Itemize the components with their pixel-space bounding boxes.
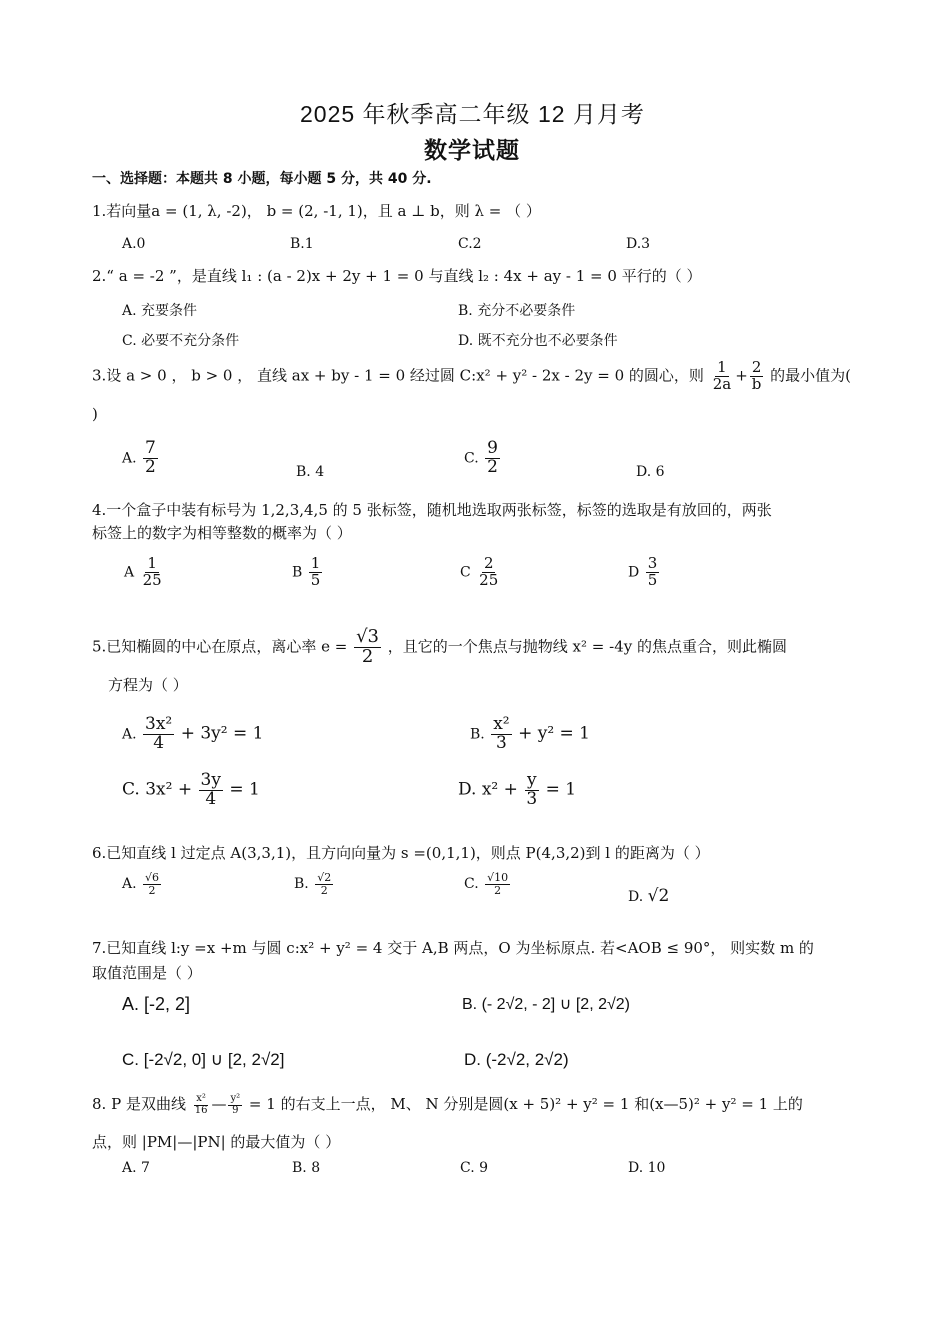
q1-option-a: A.0 xyxy=(122,236,146,252)
q8-option-c: C. 9 xyxy=(460,1160,489,1176)
question-4-line1: 4.一个盒子中装有标号为 1,2,3,4,5 的 5 张标签，随机地选取两张标签，标签的选取是有放回的，两张 xyxy=(92,501,772,519)
q8-option-b: B. 8 xyxy=(292,1160,321,1176)
q7-option-d: D. (-2√2, 2√2) xyxy=(464,1050,569,1069)
q1-option-b: B.1 xyxy=(290,236,314,252)
q5-option-b: B. $\frac{\text{x²}}{3}$ + y² = 1 xyxy=(470,714,590,753)
q3-frac-1: $\frac{1}{2a}$ xyxy=(712,358,732,393)
exam-title: 2025 年秋季高二年级 12 月月考 xyxy=(300,101,645,127)
question-8: 8. P 是双曲线 $\frac{\text{x²}}{16}$ — $\frac{\text{y²}}{9}$ = 1 的右支上一点， M、 N 分别是圆(x + 5)² + y² = 1 和(x—5)² + y² = 1 上的 xyxy=(92,1093,803,1116)
q5-eccentricity: $\frac{√3}{2}$ xyxy=(356,626,379,667)
q2-option-c: C. 必要不充分条件 xyxy=(122,333,240,349)
exam-subtitle: 数学试题 xyxy=(424,138,520,164)
q7-option-b: B. (- 2√2, - 2] ∪ [2, 2√2) xyxy=(462,996,630,1013)
question-7-line1: 7.已知直线 l:y =x +m 与圆 c:x² + y² = 4 交于 A,B 两点，O 为坐标原点. 若<AOB ≤ 90°， 则实数 m 的 xyxy=(92,939,814,957)
q3-text-line2: ) xyxy=(92,405,98,423)
q1-option-c: C.2 xyxy=(458,236,482,252)
q6-option-b: B. $\frac{√2}{2}$ xyxy=(294,871,332,897)
q7-option-c: C. [-2√2, 0] ∪ [2, 2√2] xyxy=(122,1050,285,1069)
question-5-line2: 方程为（ ） xyxy=(108,676,188,694)
question-7-line2: 取值范围是（ ） xyxy=(92,964,202,982)
q5-option-a: A. $\frac{\text{3x²}}{4}$ + 3y² = 1 xyxy=(122,714,264,753)
q8-option-a: A. 7 xyxy=(122,1160,150,1176)
q4-option-c: C $\frac{2}{25}$ xyxy=(460,554,499,589)
q3-text-part1: 3.设 a > 0 ， b > 0 ， 直线 ax + by - 1 = 0 经过圆 C:x² + y² - 2x - 2y = 0 的圆心，则 xyxy=(92,366,704,385)
q3-text-part2: 的最小值为( xyxy=(770,366,852,385)
q6-option-c: C. $\frac{√10}{2}$ xyxy=(464,871,509,897)
q3-option-c: C. $\frac{9}{2}$ xyxy=(464,438,498,477)
question-6: 6.已知直线 l 过定点 A(3,3,1)，且方向向量为 s =(0,1,1)，则点 P(4,3,2)到 l 的距离为（ ） xyxy=(92,844,710,862)
question-5: 5.已知椭圆的中心在原点，离心率 e = $\frac{√3}{2}$ ，且它的一个焦点与抛物线 x² = -4y 的焦点重合，则此椭圆 xyxy=(92,626,787,667)
question-8-line2: 点，则 |PM|—|PN| 的最大值为（ ） xyxy=(92,1133,341,1151)
q3-option-d: D. 6 xyxy=(636,464,665,480)
question-4-line2: 标签上的数字为相等整数的概率为（ ） xyxy=(92,524,352,542)
q3-option-b: B. 4 xyxy=(296,464,325,480)
q8-option-d: D. 10 xyxy=(628,1160,666,1176)
q5-option-d: D. x² + $\frac{y}{3}$ = 1 xyxy=(458,770,577,809)
q3-frac-2: $\frac{2}{b}$ xyxy=(751,358,762,393)
q2-option-b: B. 充分不必要条件 xyxy=(458,303,576,319)
question-3: 3.设 a > 0 ， b > 0 ， 直线 ax + by - 1 = 0 经过圆 C:x² + y² - 2x - 2y = 0 的圆心，则 $\frac{1}{2a}$ + $\frac{2}{b}$ 的最小值为( xyxy=(92,358,852,393)
q6-option-d: D. √2 xyxy=(628,886,670,906)
q2-option-d: D. 既不充分也不必要条件 xyxy=(458,333,618,349)
q4-option-a: A $\frac{1}{25}$ xyxy=(124,554,162,589)
q5-option-c: C. 3x² + $\frac{3y}{4}$ = 1 xyxy=(122,770,260,809)
q4-option-d: D $\frac{3}{5}$ xyxy=(628,554,658,589)
q2-option-a: A. 充要条件 xyxy=(122,303,198,319)
q4-option-b: B $\frac{1}{5}$ xyxy=(292,554,321,589)
q1-option-d: D.3 xyxy=(626,236,651,252)
section-header: 一、选择题：本题共 8 小题，每小题 5 分，共 40 分. xyxy=(92,171,432,187)
question-2: 2.“ a = -2 ”，是直线 l₁ : (a - 2)x + 2y + 1 = 0 与直线 l₂ : 4x + ay - 1 = 0 平行的（ ） xyxy=(92,267,702,285)
q7-option-a: A. [-2, 2] xyxy=(122,994,191,1014)
q6-option-a: A. $\frac{√6}{2}$ xyxy=(122,871,160,897)
question-1: 1.若向量a = (1, λ, -2)， b = (2, -1, 1)，且 a ⊥ b，则 λ = （ ） xyxy=(92,202,541,220)
q3-option-a: A. $\frac{7}{2}$ xyxy=(122,438,156,477)
